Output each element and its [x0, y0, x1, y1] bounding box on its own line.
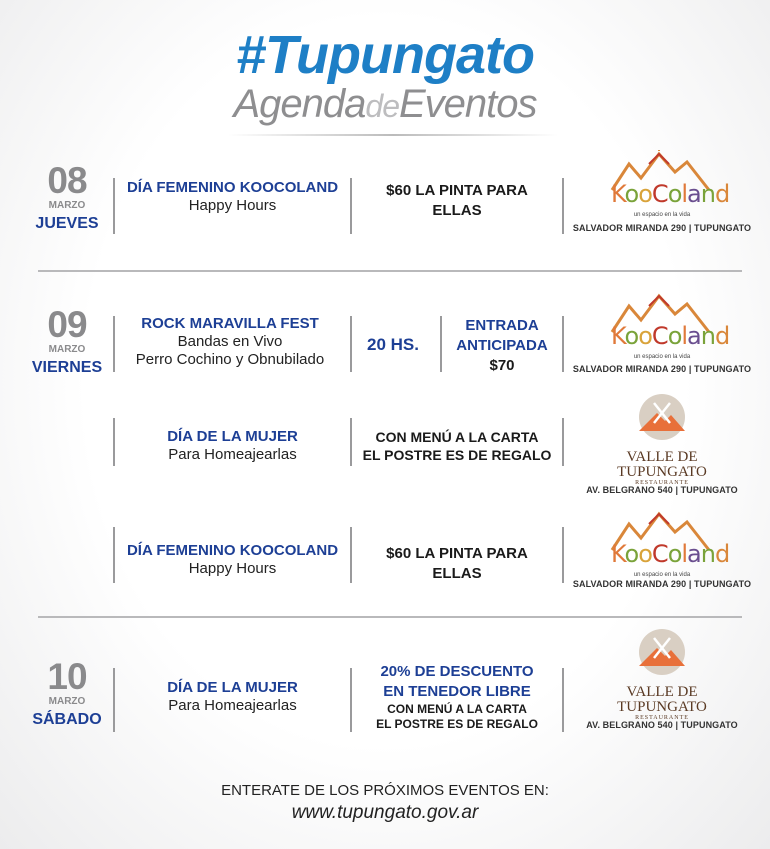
day-separator — [38, 616, 742, 618]
event-2-address: SALVADOR MIRANDA 290 | TUPUNGATO — [572, 364, 752, 374]
koocoland-wordmark: KooColand — [611, 540, 730, 568]
koocoland-wordmark: KooColand — [611, 322, 730, 350]
offer-line: EL POSTRE ES DE REGALO — [362, 447, 552, 463]
date-number: 09 — [47, 304, 87, 345]
date-number: 08 — [47, 160, 87, 201]
poster-subtitle — [0, 82, 770, 127]
subtitle-de: de — [365, 88, 399, 124]
valle-line1: VALLE DE — [626, 449, 698, 465]
offer-line: CON MENÚ A LA CARTA — [387, 702, 527, 716]
date-number: 10 — [47, 656, 87, 697]
footer-url[interactable]: www.tupungato.gov.ar — [291, 802, 479, 823]
divider — [562, 178, 564, 234]
date-08 — [22, 162, 112, 234]
koocoland-tagline: un espacio en la vida — [633, 212, 691, 218]
valle-line1: VALLE DE — [626, 684, 698, 700]
valle-line2: TUPUNGATO — [617, 699, 707, 715]
event-subtitle: Happy Hours — [188, 197, 277, 214]
offer-line: ANTICIPADA — [456, 337, 548, 354]
event-4-offer — [352, 544, 562, 584]
valle-logo — [607, 628, 717, 721]
valle-line3: RESTAURANTE — [635, 715, 689, 721]
header-divider — [228, 134, 558, 136]
koocoland-logo — [607, 292, 730, 364]
offer-line: ENTRADA — [465, 317, 539, 334]
koocoland-tagline: un espacio en la vida — [633, 572, 691, 578]
event-title: DÍA DE LA MUJER — [167, 679, 298, 696]
date-month: MARZO — [48, 696, 86, 707]
divider — [562, 418, 564, 466]
event-1-offer — [352, 181, 562, 221]
footer-text: ENTERATE DE LOS PRÓXIMOS EVENTOS EN: — [221, 782, 549, 799]
valle-plate-icon — [607, 393, 717, 445]
offer-line: EL POSTRE ES DE REGALO — [376, 717, 538, 731]
offer-line: $60 LA PINTA PARA — [386, 545, 528, 562]
date-weekday: VIERNES — [31, 359, 103, 376]
event-3-address: AV. BELGRANO 540 | TUPUNGATO — [586, 485, 738, 495]
event-5-name — [115, 679, 350, 715]
offer-line: ELLAS — [432, 565, 482, 582]
offer-line: 20% DE DESCUENTO — [380, 663, 534, 680]
valle-line2: TUPUNGATO — [617, 464, 707, 480]
koocoland-wordmark: KooColand — [611, 180, 730, 208]
event-title: DÍA FEMENINO KOOCOLAND — [126, 179, 339, 196]
event-subtitle: Para Homeajearlas — [168, 697, 297, 714]
date-weekday: SÁBADO — [32, 711, 102, 728]
divider — [562, 668, 564, 732]
date-10 — [22, 658, 112, 730]
offer-line: ELLAS — [432, 202, 482, 219]
event-title: DÍA FEMENINO KOOCOLAND — [126, 542, 339, 559]
event-3-offer — [352, 428, 562, 464]
offer-line: $60 LA PINTA PARA — [386, 182, 528, 199]
event-2-name — [115, 315, 345, 369]
event-subtitle: Bandas en Vivo — [177, 333, 283, 350]
event-5-offer — [352, 662, 562, 732]
event-3-name — [115, 428, 350, 464]
divider — [562, 316, 564, 372]
divider — [562, 527, 564, 583]
valle-plate-icon — [607, 628, 717, 680]
event-title: DÍA DE LA MUJER — [167, 428, 298, 445]
koocoland-tagline: un espacio en la vida — [633, 354, 691, 360]
event-1-address: SALVADOR MIRANDA 290 | TUPUNGATO — [572, 223, 752, 233]
subtitle-eventos: Eventos — [398, 82, 537, 126]
valle-line3: RESTAURANTE — [635, 480, 689, 486]
poster-title: #Tupungato — [236, 25, 534, 85]
subtitle-agenda: Agenda — [233, 82, 366, 126]
event-4-name — [115, 542, 350, 578]
event-subtitle: Happy Hours — [188, 560, 277, 577]
date-09 — [22, 306, 112, 378]
event-1-name — [115, 179, 350, 215]
koocoland-logo — [607, 510, 730, 582]
valle-logo — [607, 393, 717, 486]
event-5-address: AV. BELGRANO 540 | TUPUNGATO — [586, 720, 738, 730]
event-2-time — [352, 335, 434, 355]
day-separator — [38, 270, 742, 272]
event-4-address: SALVADOR MIRANDA 290 | TUPUNGATO — [572, 579, 752, 589]
offer-line: $70 — [489, 357, 515, 374]
date-month: MARZO — [48, 344, 86, 355]
date-weekday: JUEVES — [35, 215, 99, 232]
event-2-offer — [442, 316, 562, 376]
event-time: 20 HS. — [367, 335, 419, 354]
date-month: MARZO — [48, 200, 86, 211]
event-title: ROCK MARAVILLA FEST — [141, 315, 319, 332]
event-subtitle: Para Homeajearlas — [168, 446, 297, 463]
event-subtitle: Perro Cochino y Obnubilado — [135, 351, 325, 368]
offer-line: EN TENEDOR LIBRE — [383, 683, 531, 700]
offer-line: CON MENÚ A LA CARTA — [375, 429, 539, 445]
koocoland-logo — [607, 150, 730, 222]
